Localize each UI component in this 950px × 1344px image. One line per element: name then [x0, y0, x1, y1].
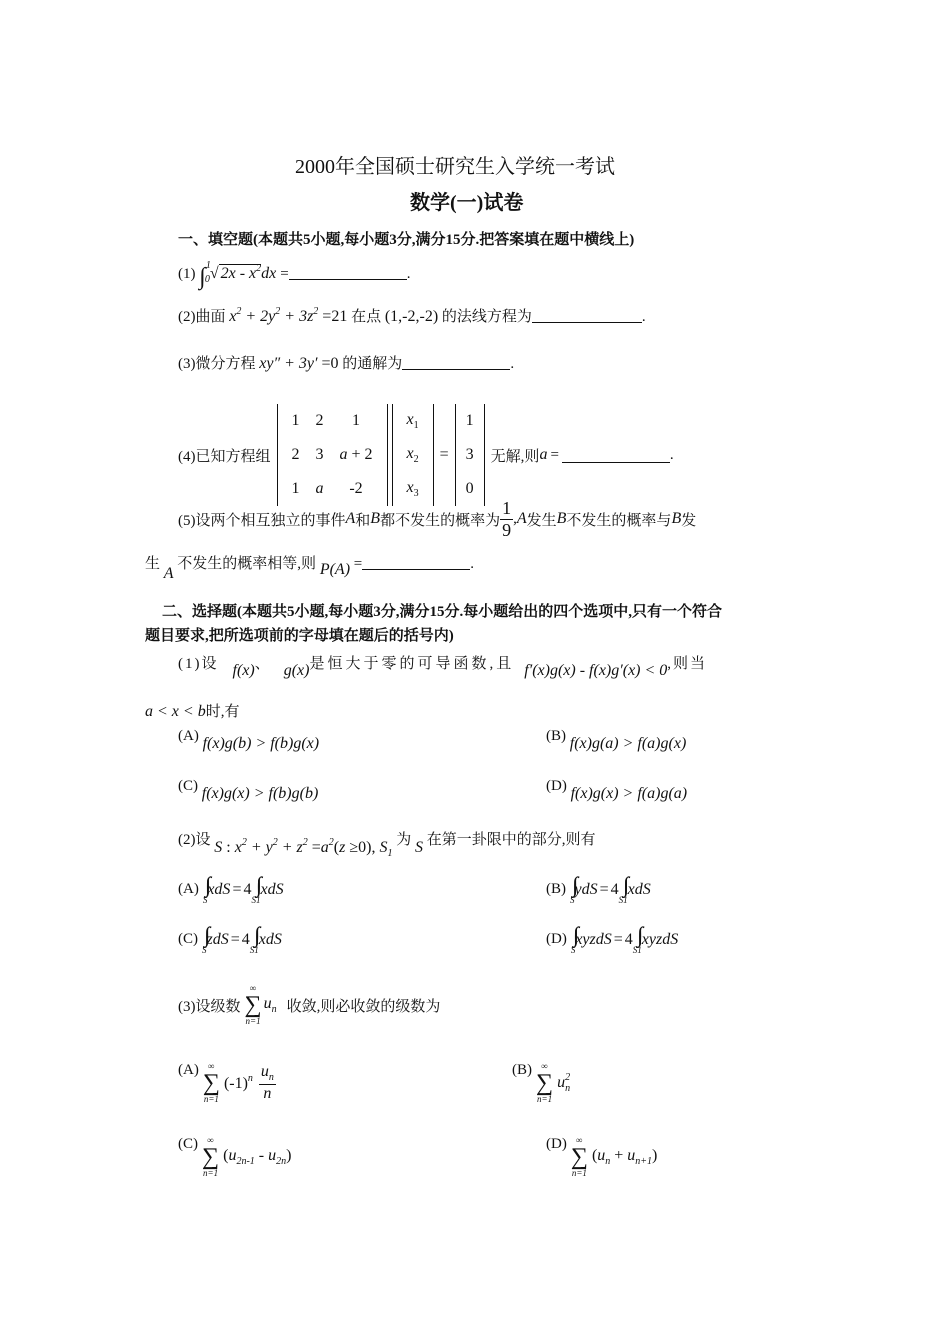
series-sum: ∞ ∑ n=1 [202, 1135, 220, 1178]
double-integral: ∫∫ S1 [618, 872, 628, 905]
section1-heading: 一、填空题(本题共5小题,每小题3分,满分15分.把答案填在题中横线上) [178, 232, 635, 248]
differential-equation: xy″ + 3y′ =0 [259, 355, 339, 372]
section2-heading-cont: 题目要求,把所选项前的字母填在题后的括号内) [145, 628, 454, 644]
question-lead: (2)设 [178, 832, 211, 848]
series-sum: ∞ ∑ n=1 [202, 1061, 220, 1104]
text: 收敛,则必收敛的级数为 [286, 998, 441, 1015]
fill-question-5-line2 [145, 552, 474, 582]
option-c[interactable]: (C) ∫∫ S zdS = 4 ∫∫ S1 xdS [178, 922, 282, 955]
option-d[interactable] [546, 1136, 657, 1178]
equals-sign: = [353, 556, 363, 572]
choice-question-1 [178, 652, 708, 679]
choice-question-1-cont [145, 700, 239, 721]
sign-factor: $(-1)^n$ [223, 1073, 253, 1092]
text: (5)设两个相互独立的事件 [178, 512, 346, 529]
integrand: zdS [206, 930, 229, 948]
option-label: (D) [546, 1136, 567, 1152]
text: 都不发生的概率为 [380, 512, 501, 529]
fill-question-1 [178, 260, 410, 289]
event-a: A [163, 565, 174, 582]
fill-question-3 [178, 352, 514, 373]
double-integral: ∫∫ S1 [249, 922, 259, 955]
option-c[interactable] [178, 778, 318, 803]
option-a[interactable] [178, 728, 319, 753]
option-expression: f(x)g(b) > f(b)g(x) [202, 735, 320, 752]
text: 不发生的概率与 [566, 512, 672, 529]
coefficient: 4 [243, 880, 252, 898]
question-lead: (3)微分方程 [178, 356, 256, 372]
series-fraction: $\frac{u_n}{n}$ [260, 1063, 274, 1102]
event-a: A [345, 510, 356, 528]
function-g: g(x) [283, 661, 310, 679]
text: 发 [681, 512, 697, 529]
coefficient: 4 [610, 880, 619, 898]
question-number: (1) [178, 266, 196, 282]
probability-fraction: $\frac{1}{9}$ [502, 498, 512, 540]
option-label: (A) [178, 728, 199, 744]
question-tail: 的通解为 [342, 356, 403, 372]
answer-blank[interactable] [562, 448, 670, 463]
period: . [510, 356, 515, 372]
double-integral: ∫∫ S [570, 922, 576, 955]
function-f: f(x) [232, 661, 255, 679]
text: 生 [145, 556, 161, 572]
integrand: xdS [207, 880, 231, 898]
question-mid: 在点 [351, 309, 382, 325]
series-sum: ∞ ∑ n=1 [244, 983, 262, 1026]
option-label: (B) [546, 728, 566, 744]
question-lead: (2)曲面 [178, 309, 226, 325]
event-b: B [370, 510, 381, 528]
option-d[interactable]: (D) ∫∫ S xyzdS = 4 ∫∫ S1 xyzdS [546, 922, 679, 955]
integrand: xdS [260, 880, 284, 898]
event-a: A [516, 510, 527, 528]
page-subtitle: 数学(一)试卷 [410, 192, 524, 214]
answer-blank[interactable] [362, 555, 470, 570]
text: 时,有 [205, 704, 240, 720]
double-integral: ∫∫ S [202, 872, 208, 905]
option-a[interactable] [178, 1062, 276, 1104]
series-term: $(u_n + u_{n+1})$ [591, 1147, 658, 1167]
text: 和 [355, 512, 371, 529]
question-lead: (3)设级数 [178, 998, 241, 1015]
option-expression: f(x)g(x) > f(a)g(a) [570, 785, 688, 802]
question-lead: (1)设 [178, 656, 219, 672]
option-label: (B) [546, 881, 566, 897]
integrand: xdS [627, 880, 651, 898]
probability-pa: P(A) [319, 561, 351, 578]
option-label: (A) [178, 1062, 199, 1078]
double-integral: ∫∫ S [570, 872, 575, 905]
option-expression: f(x)g(a) > f(a)g(x) [569, 735, 687, 752]
choice-question-2 [178, 828, 596, 859]
option-a[interactable]: (A) ∫∫ S xdS = 4 ∫∫ S1 xdS [178, 872, 284, 905]
option-expression: f(x)g(x) > f(b)g(b) [201, 785, 319, 802]
question-lead: (4)已知方程组 [178, 448, 271, 465]
text: 在第一卦限中的部分,则有 [426, 832, 596, 848]
text: , [513, 510, 517, 527]
variable-vector: $x_1$ $x_2$ $x_3$ [392, 404, 434, 506]
coefficient: 4 [624, 930, 633, 948]
choice-question-3 [178, 984, 440, 1026]
text: 发生 [526, 512, 557, 529]
equals-sign: = [550, 446, 559, 463]
option-label: (C) [178, 1136, 198, 1152]
double-integral: ∫∫ S1 [632, 922, 642, 955]
constant-vector: 1 3 0 [455, 404, 485, 506]
event-b: B [556, 510, 567, 528]
integrand: xdS [258, 930, 282, 948]
text: 、 [254, 656, 270, 672]
option-c[interactable] [178, 1136, 291, 1178]
double-integral: ∫∫ S [202, 922, 207, 955]
series-term: $(u_{2n-1} - u_{2n})$ [223, 1147, 292, 1167]
period: . [641, 309, 646, 325]
integrand: xyzdS [641, 930, 679, 948]
fill-question-2 [178, 305, 646, 326]
period: . [669, 446, 674, 463]
sphere-definition: S : $x^2 + y^2 + z^2 =a^2(z \ge 0)$, $S_1$ [214, 837, 393, 859]
option-label: (D) [546, 931, 567, 947]
question-tail: 无解,则 [490, 448, 540, 465]
answer-blank[interactable] [532, 308, 642, 323]
option-b[interactable] [512, 1062, 570, 1104]
condition-expression: f′(x)g(x) - f(x)g′(x) < 0 [524, 661, 668, 679]
question-tail: 的法线方程为 [441, 309, 532, 325]
option-b[interactable]: (B) ∫∫ S ydS = 4 ∫∫ S1 xdS [546, 872, 651, 905]
page-title: 2000年全国硕士研究生入学统一考试 [295, 156, 615, 178]
option-label: (C) [178, 778, 198, 794]
fill-question-4: (4)已知方程组 1 2 1 2 3 a + 2 1 a -2 $x_1$ $x_2$ $x_3$ = 1 3 0 无解,则 a = . [178, 404, 674, 506]
equals-sign: = [280, 266, 289, 282]
series-sum: ∞ ∑ n=1 [536, 1061, 554, 1104]
option-d[interactable] [546, 778, 687, 803]
range-expression: a < x < b [145, 703, 206, 720]
coefficient: 4 [241, 930, 250, 948]
text: 不发生的概率相等,则 [177, 556, 317, 572]
option-label: (A) [178, 881, 199, 897]
variable-a: a [539, 446, 548, 463]
surface-s: S [414, 839, 423, 856]
text: 是恒大于零的可导函数,且 [309, 656, 515, 672]
integral-expression: ∫$^1_0$√ $2x - x^2dx$ [199, 260, 277, 290]
fill-question-5-line1 [178, 498, 696, 540]
surface-equation: $x^2 + 2y^2 + 3z^2 =21$ [229, 306, 348, 325]
double-integral: ∫∫ S1 [251, 872, 261, 905]
coefficient-matrix: 1 2 1 2 3 a + 2 1 a -2 [277, 404, 388, 506]
text: ,则当 [667, 656, 708, 672]
text: 为 [396, 832, 412, 848]
integrand: xyzdS [575, 930, 612, 948]
period: . [406, 266, 411, 282]
option-b[interactable] [546, 728, 686, 753]
option-label: (D) [546, 778, 567, 794]
series-term: $u_n$ [263, 995, 277, 1015]
answer-blank[interactable] [402, 355, 510, 370]
series-term: $u_n^2$ [557, 1072, 571, 1094]
section2-heading: 二、选择题(本题共5小题,每小题3分,满分15分.每小题给出的四个选项中,只有一个符合 [162, 604, 722, 620]
point-coordinates: (1,-2,-2) [384, 308, 439, 325]
option-label: (B) [512, 1062, 532, 1078]
period: . [470, 556, 474, 572]
option-label: (C) [178, 931, 198, 947]
event-b: B [671, 510, 682, 528]
integrand: ydS [574, 880, 598, 898]
series-sum: ∞ ∑ n=1 [570, 1135, 588, 1178]
answer-blank[interactable] [289, 265, 407, 280]
